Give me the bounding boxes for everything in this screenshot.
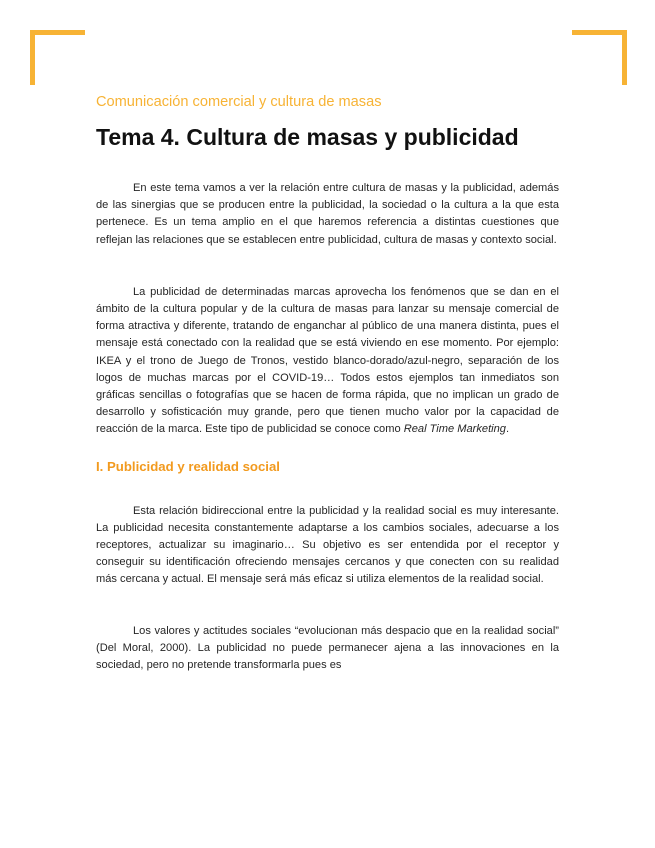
paragraph-intro: En este tema vamos a ver la relación entre cultura de masas y la publicidad, además de las sinergias que se producen entre la publicidad, la sociedad o la cultura a la que esta pertenece. Es un tema amplio en el que haremos referencia a distintas cuestiones que reflejan las relaciones que se establecen entre publicidad, cultura de masas y contexto social. bbox=[96, 182, 559, 246]
corner-bracket-top-left bbox=[30, 30, 85, 85]
document-page bbox=[96, 92, 559, 674]
paragraph-values: Los valores y actitudes sociales “evolucionan más despacio que en la realidad social” (Del Moral, 2000). La publicidad no puede permanecer ajena a las innovaciones en la sociedad, pero no pretende transformarla pues es bbox=[96, 624, 559, 672]
corner-bracket-top-right bbox=[572, 30, 627, 85]
page-title: Tema 4. Cultura de masas y publicidad bbox=[96, 124, 519, 150]
paragraph-social-reality: Esta relación bidireccional entre la publicidad y la realidad social es muy interesante. La publicidad necesita constantemente adaptarse a los cambios sociales, adecuarse a los receptores, actualizar su imaginario… Su objetivo es ser entendida por el receptor y conseguir su identificación ofreciendo mensajes cercanos y que conecten con su realidad más cercana y actual. El mensaje será más eficaz si utiliza elementos de la realidad social. bbox=[96, 504, 559, 586]
course-title: Comunicación comercial y cultura de masas bbox=[96, 94, 382, 110]
paragraph-end: . bbox=[505, 423, 510, 436]
section-heading: I. Publicidad y realidad social bbox=[96, 458, 280, 474]
paragraph-real-time-marketing bbox=[96, 284, 559, 439]
term-real-time-marketing: Real Time Marketing bbox=[403, 423, 506, 436]
paragraph-text: La publicidad de determinadas marcas aprovecha los fenómenos que se dan en el ámbito de la cultura popular y de la cultura de masas para lanzar su mensaje comercial de forma atractiva y diferente, tratando de enganchar al público de una manera distinta, pues el mensaje está conectado con la realidad que se está viviendo en ese momento. Por ejemplo: IKEA y el trono de Juego de Tronos, vestido blanco-dorado/azul-negro, separación de los logos de muchas marcas por el COVID-19… Todos estos ejemplos tan inmediatos son gráficas sencillas o fotografías que se hacen de forma rápida, que no implican un grado de desarrollo y sofisticación muy grande, pero que tienen mucho valor por la capacidad de reacción de la marca. Este tipo de publicidad se conoce como bbox=[96, 285, 559, 436]
